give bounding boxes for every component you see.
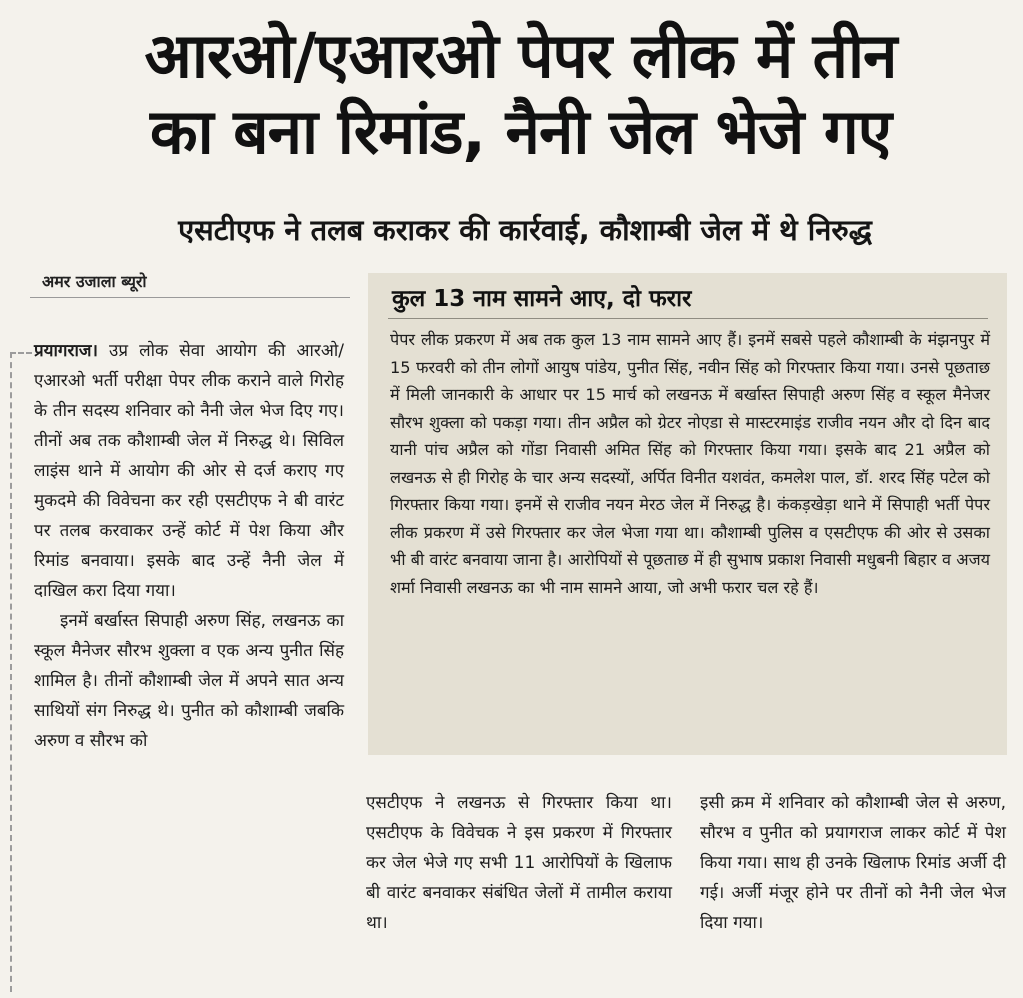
article-column-3-text: इसी क्रम में शनिवार को कौशाम्बी जेल से अरुण, सौरभ व पुनीत को प्रयागराज लाकर कोर्ट में पेश किया गया। साथ ही उनके खिलाफ रिमांड अर्जी दी गई। अर्जी मंजूर होने पर तीनों को नैनी जेल भेज दिया गया।: [700, 793, 1006, 933]
headline: [28, 18, 1013, 170]
paragraph-1-text: उप्र लोक सेवा आयोग की आरओ/एआरओ भर्ती परीक्षा पेपर लीक कराने वाले गिरोह के तीन सदस्य शनिवार को नैनी जेल भेज दिए गए। तीनों अब तक कौशाम्बी जेल में निरुद्ध थे। सिविल लाइंस थाने में आयोग की ओर से दर्ज कराए गए मुकदमे की विवेचना कर रही एसटीएफ ने बी वारंट पर तलब करवाकर उन्हें कोर्ट में पेश किया और रिमांड बनवाया। इसके बाद उन्हें नैनी जेल में दाखिल करा दिया गया।: [34, 341, 344, 601]
headline-line-1: आरओ/एआरओ पेपर लीक में तीन: [144, 19, 897, 92]
article-column-3: [700, 788, 1006, 938]
dateline: प्रयागराज।: [34, 341, 98, 361]
clipping-cut-line-top: [10, 352, 32, 354]
article-paragraph-2: इनमें बर्खास्त सिपाही अरुण सिंह, लखनऊ का स्कूल मैनेजर सौरभ शुक्ला व एक अन्य पुनीत सिंह शामिल है। तीनों कौशाम्बी जेल में अपने सात अन्य साथियों संग निरुद्ध थे। पुनीत को कौशाम्बी जबकि अरुण व सौरभ को: [34, 611, 344, 751]
article-paragraph-1: [34, 336, 344, 606]
article-column-1: [34, 336, 344, 756]
clipping-cut-line: [10, 352, 12, 992]
article-column-2-text: एसटीएफ ने लखनऊ से गिरफ्तार किया था। एसटीएफ के विवेचक ने इस प्रकरण में गिरफ्तार कर जेल भेजे गए सभी 11 आरोपियों के खिलाफ बी वारंट बनवाकर संबंधित जेलों में तामील कराया था।: [366, 793, 672, 933]
subheadline: एसटीएफ ने तलब कराकर की कार्रवाई, कौशाम्बी जेल में थे निरुद्ध: [178, 213, 872, 247]
byline: अमर उजाला ब्यूरो: [42, 272, 147, 291]
sidebar-box-title: कुल 13 नाम सामने आए, दो फरार: [392, 286, 692, 312]
headline-line-2: का बना रिमांड, नैनी जेल भेजे गए: [149, 95, 892, 168]
sidebar-box-body: पेपर लीक प्रकरण में अब तक कुल 13 नाम सामने आए हैं। इनमें सबसे पहले कौशाम्बी के मंझनपुर में 15 फरवरी को तीन लोगों आयुष पांडेय, पुनीत सिंह, नवीन सिंह को गिरफ्तार किया गया। उनसे पूछताछ में मिली जानकारी के आधार पर 15 मार्च को लखनऊ में बर्खास्त सिपाही अरुण सिंह व स्कूल मैनेजर सौरभ शुक्ला को पकड़ा गया। तीन अप्रैल को ग्रेटर नोएडा से मास्टरमाइंड राजीव नयन और दो दिन बाद यानी पांच अप्रैल को गोंडा निवासी अमित सिंह को गिरफ्तार किया गया। इसके बाद 21 अप्रैल को लखनऊ से ही गिरोह के चार अन्य सदस्यों, अर्पित विनीत यशवंत, कमलेश पाल, डॉ. शरद सिंह पटेल को गिरफ्तार किया गया। इनमें से राजीव नयन मेरठ जेल में निरुद्ध है। कंकड़खेड़ा थाने में सिपाही भर्ती पेपर लीक प्रकरण में उसे गिरफ्तार कर जेल भेजा गया था। कौशाम्बी पुलिस व एसटीएफ की ओर से उसका भी बी वारंट बनवाया जाना है। आरोपियों से पूछताछ में ही सुभाष प्रकाश निवासी मधुबनी बिहार व अजय शर्मा निवासी लखनऊ का भी नाम सामने आया, जो अभी फरार चल रहे हैं।: [390, 330, 990, 597]
sidebar-box-divider: [388, 318, 988, 319]
article-column-2: [366, 788, 672, 938]
byline-divider: [30, 297, 350, 298]
